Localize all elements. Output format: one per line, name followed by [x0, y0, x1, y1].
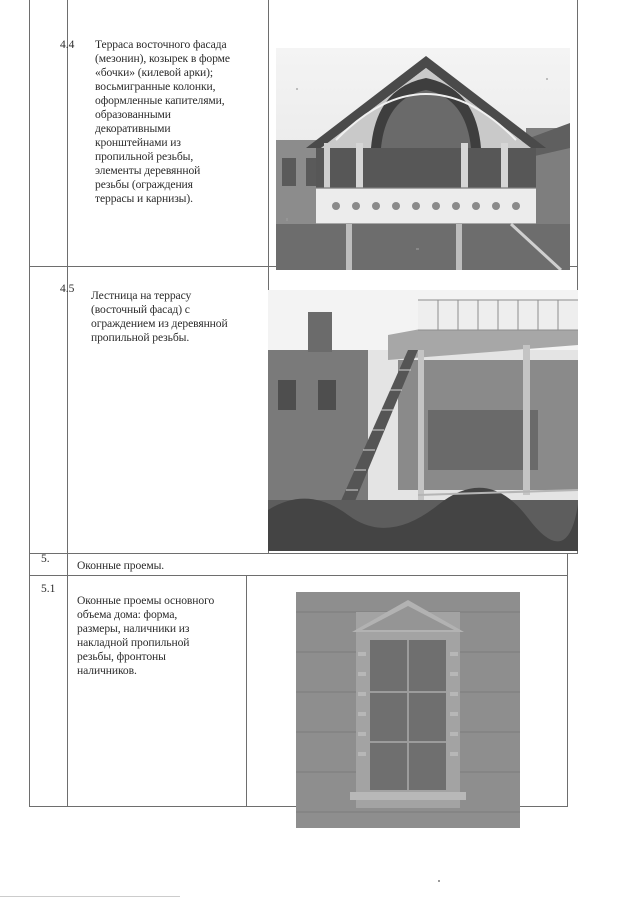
- row-number: 5.: [41, 553, 50, 565]
- row-description: Оконные проемы основного объема дома: форма, размеры, наличники из накладной пропильной резьбы, фронтоны наличников.: [77, 594, 215, 677]
- row-divider-4-5: [29, 553, 578, 554]
- row-description: Терраса восточного фасада (мезонин), козырек в форме «бочки» (килевой арки); восьмигранные колонки, оформленные капителями, образованными декоративными кронштейнами из пропильной резьбы, элементы деревянной резьбы (ограждения террасы и карнизы).: [95, 38, 230, 205]
- staircase-photo: [268, 290, 578, 551]
- table-border-left: [29, 0, 30, 806]
- row-number: 4.4: [60, 39, 75, 51]
- terrace-photo: [276, 48, 570, 270]
- table-divider-number-col: [67, 0, 68, 806]
- row-description: Оконные проемы.: [77, 559, 165, 572]
- table-border-right-lower: [567, 553, 568, 806]
- table-divider-desc-col-lower: [246, 576, 247, 806]
- window-photo: [296, 592, 520, 828]
- scan-artifact: [438, 880, 440, 882]
- row-divider-5: [29, 575, 568, 576]
- row-number: 5.1: [41, 583, 56, 595]
- scan-artifact: [0, 896, 180, 897]
- row-number: 4.5: [60, 283, 75, 295]
- row-description: Лестница на террасу (восточный фасад) с ограждением из деревянной пропильной резьбы.: [91, 289, 228, 344]
